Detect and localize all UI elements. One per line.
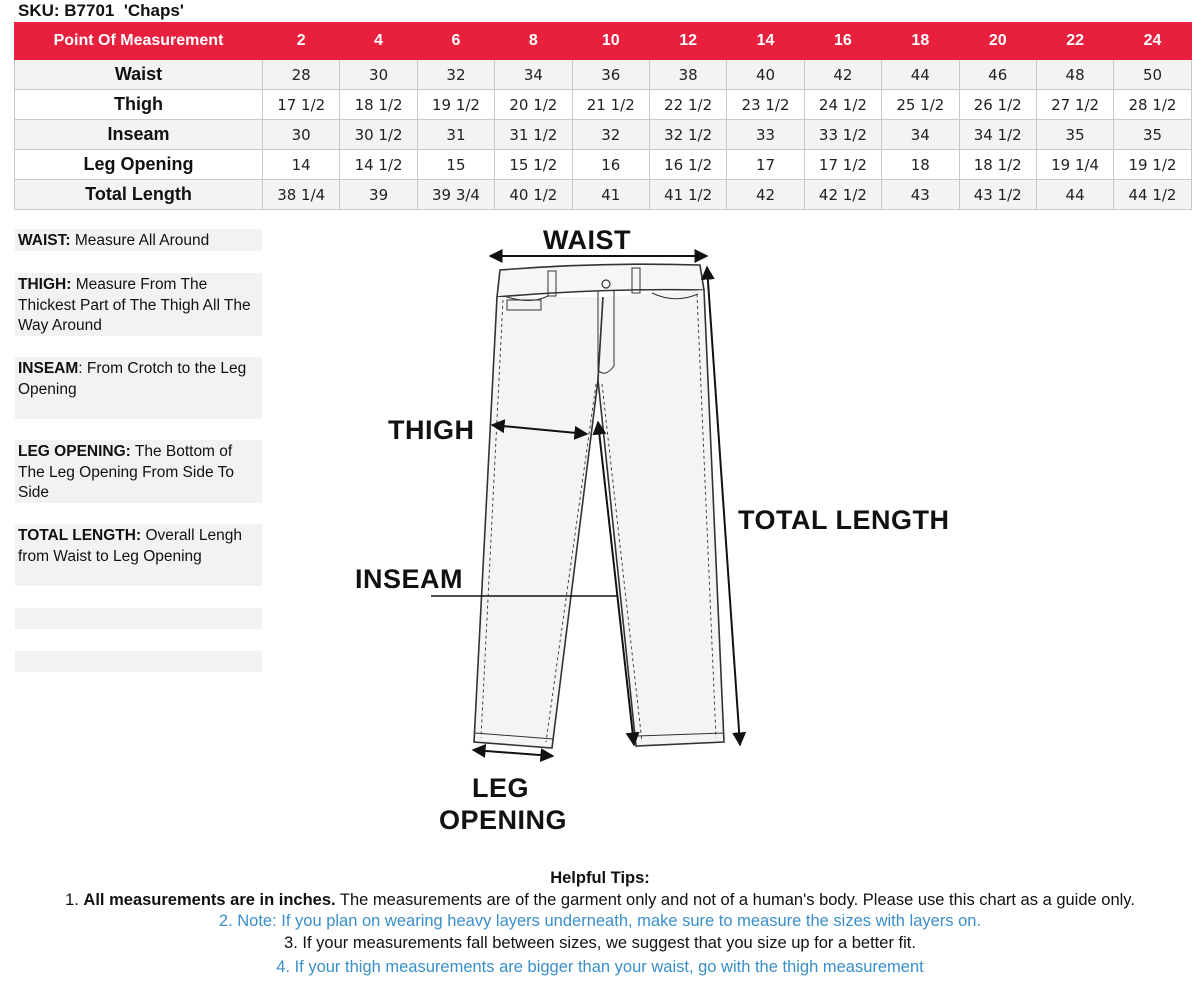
tip-3: 3. If your measurements fall between sizes, we suggest that you size up for a better fit. [284, 933, 916, 952]
row-label: Inseam [15, 120, 263, 150]
header-size: 20 [959, 23, 1036, 60]
table-cell: 14 [263, 150, 340, 180]
sku-title: SKU: B7701 'Chaps' [18, 1, 184, 20]
definition-thigh: THIGH: Measure From The Thickest Part of The Thigh All The Way Around [15, 273, 262, 336]
table-cell: 31 [417, 120, 494, 150]
table-cell: 30 1/2 [340, 120, 417, 150]
header-size: 24 [1114, 23, 1191, 60]
table-cell: 43 [882, 180, 959, 210]
table-cell: 16 [572, 150, 649, 180]
table-cell: 34 [882, 120, 959, 150]
table-cell: 32 [417, 60, 494, 90]
tips-title: Helpful Tips: [550, 869, 650, 887]
table-cell: 40 1/2 [495, 180, 572, 210]
table-cell: 28 1/2 [1114, 90, 1191, 120]
header-size: 6 [417, 23, 494, 60]
header-size: 2 [263, 23, 340, 60]
table-cell: 15 1/2 [495, 150, 572, 180]
header-size: 8 [495, 23, 572, 60]
waist-label: WAIST [543, 225, 631, 255]
header-size: 18 [882, 23, 959, 60]
table-cell: 19 1/2 [417, 90, 494, 120]
table-cell: 28 [263, 60, 340, 90]
table-cell: 40 [727, 60, 804, 90]
header-size: 10 [572, 23, 649, 60]
table-cell: 17 1/2 [263, 90, 340, 120]
header-size: 22 [1036, 23, 1113, 60]
table-cell: 43 1/2 [959, 180, 1036, 210]
table-cell: 26 1/2 [959, 90, 1036, 120]
definition-waist: WAIST: Measure All Around [15, 229, 262, 251]
table-cell: 27 1/2 [1036, 90, 1113, 120]
table-cell: 41 [572, 180, 649, 210]
table-cell: 35 [1036, 120, 1113, 150]
definition-leg-opening: LEG OPENING: The Bottom of The Leg Opening From Side To Side [15, 440, 262, 503]
table-cell: 19 1/2 [1114, 150, 1191, 180]
table-cell: 18 [882, 150, 959, 180]
table-cell: 33 [727, 120, 804, 150]
table-cell: 41 1/2 [649, 180, 726, 210]
table-cell: 44 [1036, 180, 1113, 210]
header-size: 12 [649, 23, 726, 60]
table-cell: 17 1/2 [804, 150, 881, 180]
table-cell: 42 [804, 60, 881, 90]
helpful-tips [0, 868, 1200, 979]
table-cell: 20 1/2 [495, 90, 572, 120]
row-label: Total Length [15, 180, 263, 210]
table-cell: 39 3/4 [417, 180, 494, 210]
table-cell: 32 1/2 [649, 120, 726, 150]
table-cell: 22 1/2 [649, 90, 726, 120]
row-label: Leg Opening [15, 150, 263, 180]
table-cell: 30 [263, 120, 340, 150]
table-cell: 32 [572, 120, 649, 150]
tip-1: 1. All measurements are in inches. The measurements are of the garment only and not of a human's body. Please use this chart as a guide only. [65, 890, 1135, 909]
definition-inseam: INSEAM: From Crotch to the Leg Opening [15, 357, 262, 419]
table-cell: 35 [1114, 120, 1191, 150]
table-cell: 18 1/2 [340, 90, 417, 120]
table-cell: 38 [649, 60, 726, 90]
tip-4: 4. If your thigh measurements are bigger than your waist, go with the thigh measurement [276, 958, 924, 976]
table-cell: 24 1/2 [804, 90, 881, 120]
leg-opening-arrow [473, 750, 553, 756]
table-cell: 48 [1036, 60, 1113, 90]
definition-total-length: TOTAL LENGTH: Overall Lengh from Waist to Leg Opening [15, 524, 262, 586]
table-cell: 34 1/2 [959, 120, 1036, 150]
table-cell: 14 1/2 [340, 150, 417, 180]
table-cell: 42 [727, 180, 804, 210]
table-cell: 42 1/2 [804, 180, 881, 210]
table-cell: 44 1/2 [1114, 180, 1191, 210]
total-length-label: TOTAL LENGTH [738, 505, 950, 535]
inseam-label: INSEAM [355, 564, 464, 594]
table-cell: 44 [882, 60, 959, 90]
table-cell: 50 [1114, 60, 1191, 90]
table-cell: 46 [959, 60, 1036, 90]
table-cell: 33 1/2 [804, 120, 881, 150]
table-cell: 39 [340, 180, 417, 210]
table-cell: 17 [727, 150, 804, 180]
leg-opening-label-line2: OPENING [439, 805, 568, 835]
header-size: 14 [727, 23, 804, 60]
table-cell: 25 1/2 [882, 90, 959, 120]
leg-opening-label-line1: LEG [472, 773, 530, 803]
table-cell: 31 1/2 [495, 120, 572, 150]
table-cell: 18 1/2 [959, 150, 1036, 180]
header-point-of-measurement: Point Of Measurement [15, 23, 263, 60]
table-cell: 15 [417, 150, 494, 180]
header-size: 16 [804, 23, 881, 60]
table-cell: 19 1/4 [1036, 150, 1113, 180]
table-cell: 16 1/2 [649, 150, 726, 180]
header-size: 4 [340, 23, 417, 60]
table-cell: 23 1/2 [727, 90, 804, 120]
tip-2: 2. Note: If you plan on wearing heavy layers underneath, make sure to measure the sizes with layers on. [218, 912, 982, 930]
row-label: Thigh [15, 90, 263, 120]
table-cell: 30 [340, 60, 417, 90]
row-label: Waist [15, 60, 263, 90]
table-cell: 36 [572, 60, 649, 90]
thigh-label: THIGH [388, 415, 475, 445]
table-cell: 34 [495, 60, 572, 90]
table-cell: 38 1/4 [263, 180, 340, 210]
pants-outline [474, 264, 724, 748]
table-cell: 21 1/2 [572, 90, 649, 120]
